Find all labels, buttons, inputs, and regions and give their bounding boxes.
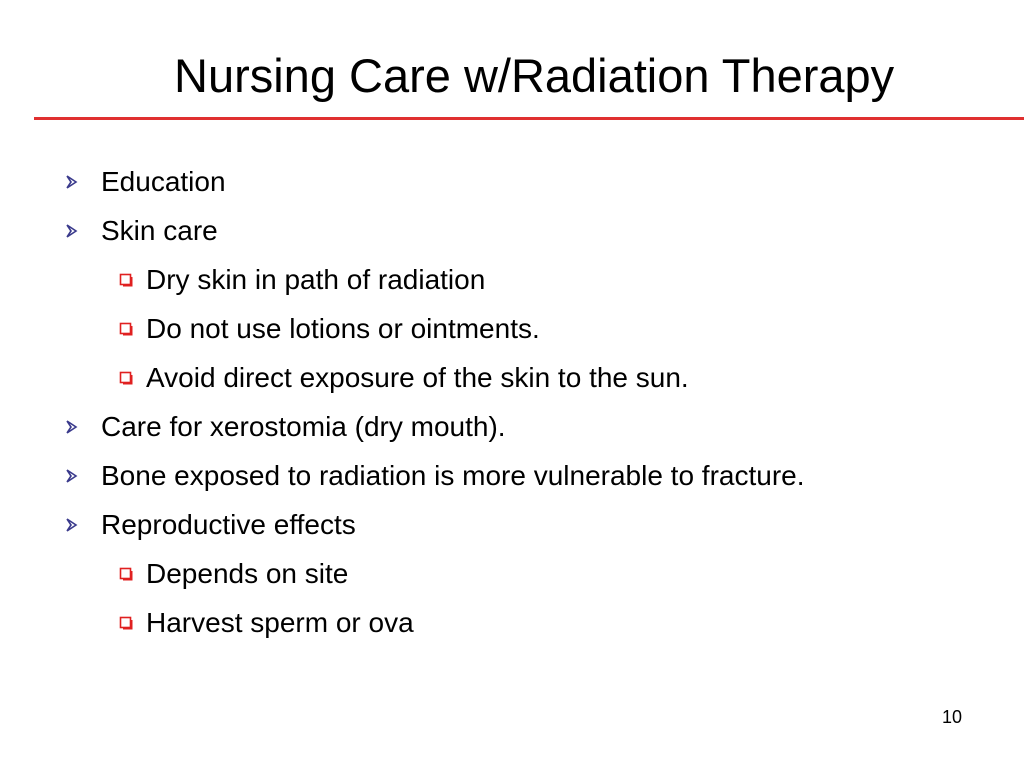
title-divider bbox=[34, 117, 1024, 120]
hollow-square-bullet-icon bbox=[118, 566, 134, 582]
bullet-text: Do not use lotions or ointments. bbox=[146, 312, 540, 344]
hollow-square-bullet-icon bbox=[118, 370, 134, 386]
sub-bullet-depends-on-site bbox=[0, 550, 1024, 599]
bullet-text: Bone exposed to radiation is more vulnerable to fracture. bbox=[101, 460, 805, 492]
bullet-item-education bbox=[0, 157, 1024, 206]
sub-bullet-avoid-sun bbox=[0, 353, 1024, 402]
bullet-text: Care for xerostomia (dry mouth). bbox=[101, 411, 506, 443]
hollow-square-bullet-icon bbox=[118, 615, 134, 631]
sub-bullet-no-lotions bbox=[0, 304, 1024, 353]
arrow-bullet-icon bbox=[64, 174, 78, 190]
bullet-text: Education bbox=[101, 165, 226, 197]
bullet-item-bone-fracture bbox=[0, 452, 1024, 501]
bullet-text: Reproductive effects bbox=[101, 509, 356, 541]
title-divider-line bbox=[34, 117, 1024, 120]
arrow-bullet-icon bbox=[64, 419, 78, 435]
slide-title: Nursing Care w/Radiation Therapy bbox=[174, 49, 895, 102]
bullet-text: Avoid direct exposure of the skin to the sun. bbox=[146, 361, 689, 393]
arrow-bullet-icon bbox=[64, 223, 78, 239]
sub-bullet-dry-skin bbox=[0, 255, 1024, 304]
bullet-text: Harvest sperm or ova bbox=[146, 607, 414, 639]
bullet-text: Depends on site bbox=[146, 558, 349, 590]
arrow-bullet-icon bbox=[64, 468, 78, 484]
bullet-item-xerostomia bbox=[0, 402, 1024, 451]
page-number: 10 bbox=[941, 707, 962, 727]
bullet-text: Skin care bbox=[101, 214, 218, 246]
bullet-text: Dry skin in path of radiation bbox=[146, 263, 486, 295]
bullet-item-skin-care bbox=[0, 206, 1024, 255]
bullet-item-reproductive-effects bbox=[0, 501, 1024, 550]
hollow-square-bullet-icon bbox=[118, 321, 134, 337]
sub-bullet-harvest bbox=[0, 599, 1024, 648]
hollow-square-bullet-icon bbox=[118, 272, 134, 288]
bullet-list bbox=[0, 157, 1024, 648]
arrow-bullet-icon bbox=[64, 517, 78, 533]
